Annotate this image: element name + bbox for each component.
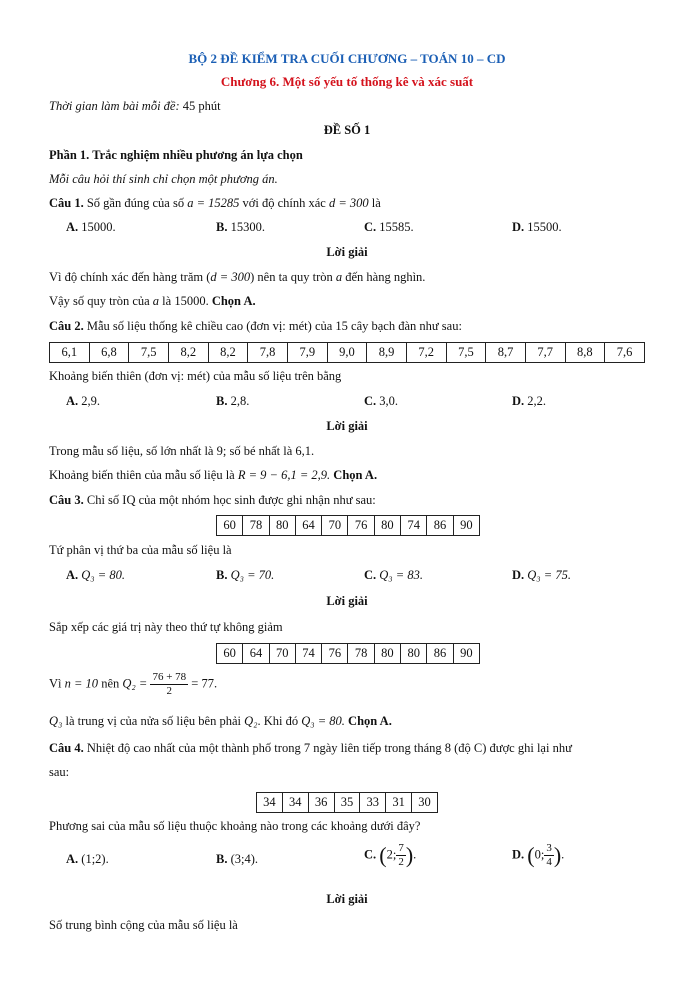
q3-solution-line1: Sắp xếp các giá trị này theo thứ tự không giảm bbox=[49, 620, 283, 634]
chapter-subtitle: Chương 6. Một số yếu tố thống kê và xác suất bbox=[220, 74, 474, 89]
q3-solution-line3: Q₃ là trung vị của nửa số liệu bên phải Q₂. Khi đó Q₃ = 80. Chọn A. bbox=[49, 714, 392, 728]
table-cell: 86 bbox=[427, 516, 453, 536]
table-cell: 33 bbox=[360, 793, 386, 813]
q2-solution-line1: Trong mẫu số liệu, số lớn nhất là 9; số bé nhất là 6,1. bbox=[49, 444, 315, 458]
table-cell: 8,7 bbox=[486, 343, 526, 363]
question-1: Câu 1. Số gần đúng của số a = 15285 với độ chính xác d = 300 là bbox=[49, 196, 381, 210]
part1-instruction: Mỗi câu hỏi thí sinh chỉ chọn một phương án. bbox=[49, 172, 278, 186]
part1-title: Phần 1. Trắc nghiệm nhiều phương án lựa chọn bbox=[49, 148, 303, 162]
table-cell: 35 bbox=[334, 793, 360, 813]
q1-solution-line2: Vậy số quy tròn của a là 15000. Chọn A. bbox=[49, 294, 256, 308]
q4-question: Phương sai của mẫu số liệu thuộc khoảng nào trong các khoảng dưới đây? bbox=[49, 819, 421, 833]
q3-option-b: B. Q₃ = 70. bbox=[216, 568, 275, 582]
q1-option-c: C. 15585. bbox=[364, 220, 414, 234]
q2-solution-label: Lời giải bbox=[326, 419, 368, 433]
table-cell: 36 bbox=[308, 793, 334, 813]
q1-solution-line1: Vì độ chính xác đến hàng trăm (d = 300) nên ta quy tròn a đến hàng nghìn. bbox=[49, 270, 426, 284]
table-cell: 6,1 bbox=[50, 343, 90, 363]
q2-solution-line2: Khoảng biến thiên của mẫu số liệu là R = 9 − 6,1 = 2,9. Chọn A. bbox=[49, 468, 378, 482]
table-cell: 6,8 bbox=[89, 343, 129, 363]
question-4-cont: sau: bbox=[49, 765, 70, 779]
q2-option-b: B. 2,8. bbox=[216, 394, 250, 408]
q3-data-table bbox=[216, 515, 480, 536]
q4-solution-line1: Số trung bình cộng của mẫu số liệu là bbox=[49, 918, 238, 932]
table-cell: 64 bbox=[295, 516, 321, 536]
table-cell: 7,5 bbox=[129, 343, 169, 363]
q3-question: Tứ phân vị thứ ba của mẫu số liệu là bbox=[49, 543, 232, 557]
q1-solution-label: Lời giải bbox=[326, 245, 368, 259]
table-cell: 90 bbox=[453, 516, 479, 536]
table-cell: 86 bbox=[427, 644, 453, 664]
q4-option-a: A. (1;2). bbox=[66, 852, 109, 866]
q4-option-b: B. (3;4). bbox=[216, 852, 259, 866]
table-cell: 8,2 bbox=[168, 343, 208, 363]
table-cell: 8,2 bbox=[208, 343, 248, 363]
median-fraction: $\frac{76 + 78}{2}$ bbox=[152, 671, 187, 697]
table-cell: 60 bbox=[217, 516, 243, 536]
q3-sorted-table bbox=[216, 643, 480, 664]
table-cell: 78 bbox=[348, 644, 374, 664]
table-cell: 34 bbox=[257, 793, 283, 813]
table-cell: 70 bbox=[322, 516, 348, 536]
table-cell: 7,2 bbox=[406, 343, 446, 363]
table-cell: 80 bbox=[374, 516, 400, 536]
table-cell: 76 bbox=[322, 644, 348, 664]
q3-option-a: A. Q₃ = 80. bbox=[66, 568, 125, 582]
time-info: Thời gian làm bài mỗi đề: 45 phút bbox=[49, 99, 221, 113]
q4-option-d: D. (0; $\frac{3}{4}$ ). bbox=[512, 842, 565, 868]
q2-option-a: A. 2,9. bbox=[66, 394, 101, 408]
table-cell: 7,9 bbox=[287, 343, 327, 363]
table-cell: 80 bbox=[374, 644, 400, 664]
q4-data-table bbox=[256, 792, 438, 813]
question-3: Câu 3. Chỉ số IQ của một nhóm học sinh được ghi nhận như sau: bbox=[49, 493, 376, 507]
table-cell: 7,7 bbox=[525, 343, 565, 363]
q1-option-a: A. 15000. bbox=[66, 220, 116, 234]
table-cell: 7,8 bbox=[248, 343, 288, 363]
q3-option-c: C. Q₃ = 83. bbox=[364, 568, 423, 582]
question-4: Câu 4. Nhiệt độ cao nhất của một thành phố trong 7 ngày liên tiếp trong tháng 8 (độ C) được ghi lại như bbox=[49, 741, 572, 755]
table-cell: 9,0 bbox=[327, 343, 367, 363]
table-cell: 34 bbox=[282, 793, 308, 813]
exam-title: ĐỀ SỐ 1 bbox=[323, 123, 371, 137]
table-cell: 70 bbox=[269, 644, 295, 664]
table-cell: 30 bbox=[412, 793, 438, 813]
q3-option-d: D. Q₃ = 75. bbox=[512, 568, 571, 582]
q3-solution-label: Lời giải bbox=[326, 594, 368, 608]
q4-option-c: C. (2; $\frac{7}{2}$ ). bbox=[364, 842, 417, 868]
q3-solution-line2: Vì n = 10 nên Q₂ = $\frac{76 + 78}{2}$ = 77. bbox=[49, 671, 218, 697]
table-cell: 80 bbox=[269, 516, 295, 536]
table-cell: 31 bbox=[386, 793, 412, 813]
q2-option-c: C. 3,0. bbox=[364, 394, 399, 408]
table-cell: 8,8 bbox=[565, 343, 605, 363]
table-cell: 7,5 bbox=[446, 343, 486, 363]
question-2: Câu 2. Mẫu số liệu thống kê chiều cao (đơn vị: mét) của 15 cây bạch đàn như sau: bbox=[49, 319, 462, 333]
table-cell: 76 bbox=[348, 516, 374, 536]
table-cell: 60 bbox=[217, 644, 243, 664]
q2-option-d: D. 2,2. bbox=[512, 394, 547, 408]
table-cell: 7,6 bbox=[605, 343, 645, 363]
q4-solution-label: Lời giải bbox=[326, 892, 368, 906]
document-title: BỘ 2 ĐỀ KIỂM TRA CUỐI CHƯƠNG – TOÁN 10 – CD bbox=[188, 51, 506, 66]
q1-option-d: D. 15500. bbox=[512, 220, 562, 234]
table-cell: 90 bbox=[453, 644, 479, 664]
table-cell: 80 bbox=[401, 644, 427, 664]
table-cell: 78 bbox=[243, 516, 269, 536]
q1-option-b: B. 15300. bbox=[216, 220, 265, 234]
table-cell: 74 bbox=[401, 516, 427, 536]
table-cell: 74 bbox=[295, 644, 321, 664]
q2-data-table bbox=[49, 342, 645, 363]
q2-question: Khoảng biến thiên (đơn vị: mét) của mẫu số liệu trên bằng bbox=[49, 369, 342, 383]
table-cell: 8,9 bbox=[367, 343, 407, 363]
table-cell: 64 bbox=[243, 644, 269, 664]
